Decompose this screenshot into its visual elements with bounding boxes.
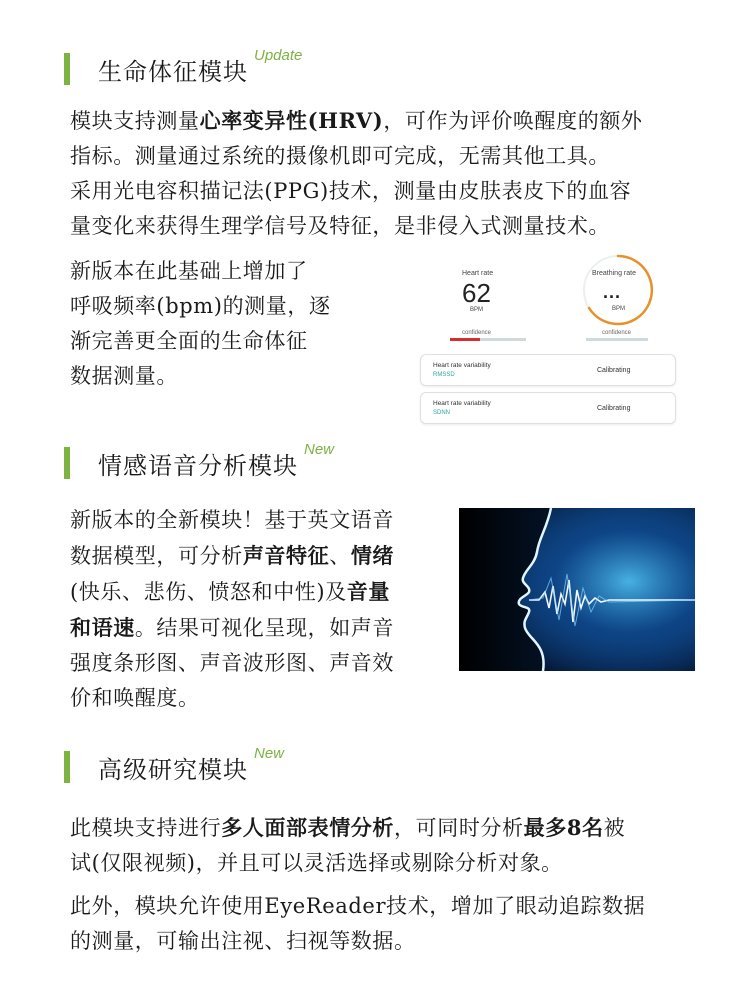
breathing-rate-value: ... bbox=[603, 282, 622, 302]
breathing-rate-unit: BPM bbox=[612, 306, 626, 312]
breathing-rate-label: Breathing rate bbox=[592, 270, 636, 277]
card-title: Heart rate variability bbox=[433, 362, 491, 369]
breathing-confidence-label: confidence bbox=[602, 330, 632, 336]
advanced-research-paragraph-2: 此外，模块允许使用EyeReader技术，增加了眼动追踪数据 的测量，可输出注视、扫视等数据。 bbox=[70, 894, 646, 953]
heart-rate-unit: BPM bbox=[470, 307, 484, 313]
card-metric: SDNN bbox=[433, 410, 451, 416]
breathing-confidence-bar bbox=[586, 338, 648, 341]
vitals-widget-screenshot bbox=[418, 248, 680, 430]
advanced-research-paragraph-1: 此模块支持进行多人面部表情分析，可同时分析最多8名被 试(仅限视频)，并且可以灵活选择或剔除分析对象。 bbox=[70, 815, 626, 875]
section-accent-bar bbox=[64, 447, 70, 479]
heart-rate-label: Heart rate bbox=[462, 270, 494, 277]
section-title: 情感语音分析模块 bbox=[98, 451, 298, 480]
card-status: Calibrating bbox=[597, 367, 631, 374]
section-vital-signs-header bbox=[64, 46, 303, 86]
section-title: 生命体征模块 bbox=[98, 57, 248, 86]
section-tag: New bbox=[304, 440, 335, 458]
section-advanced-research-header bbox=[64, 744, 285, 784]
card-metric: RMSSD bbox=[433, 372, 455, 378]
section-tag: New bbox=[254, 744, 285, 762]
heart-confidence-label: confidence bbox=[462, 330, 492, 336]
voice-analysis-paragraph: 新版本的全新模块！基于英文语音 数据模型，可分析声音特征、情绪 (快乐、悲伤、愤怒和中性)及音量 和语速。结果可视化呈现，如声音 强度条形图、声音波形图、声音效 价和唤醒度。 bbox=[70, 508, 395, 710]
heart-confidence-bar-fill bbox=[450, 338, 480, 341]
heart-rate-value: 62 bbox=[462, 278, 491, 308]
voice-waveform-image bbox=[459, 508, 695, 671]
voice-waveform-silhouette-illustration bbox=[459, 508, 695, 671]
section-tag: Update bbox=[254, 46, 303, 64]
card-status: Calibrating bbox=[597, 405, 631, 412]
card-title: Heart rate variability bbox=[433, 400, 491, 407]
vital-signs-intro-paragraph: 模块支持测量心率变异性(HRV)，可作为评价唤醒度的额外 指标。测量通过系统的摄像机即可完成，无需其他工具。 采用光电容积描记法(PPG)技术，测量由皮肤表皮下的血容 量变化来获得生理学信号及特征，是非侵入式测量技术。 bbox=[70, 108, 643, 238]
vital-signs-update-paragraph: 新版本在此基础上增加了 呼吸频率(bpm)的测量，逐 渐完善更全面的生命体征 数据测量。 bbox=[70, 259, 331, 388]
section-accent-bar bbox=[64, 751, 70, 783]
hrv-sdnn-card bbox=[420, 392, 676, 424]
section-title: 高级研究模块 bbox=[98, 755, 248, 784]
heart-confidence-bar bbox=[450, 338, 526, 341]
section-voice-analysis-header bbox=[64, 440, 335, 480]
hrv-rmssd-card bbox=[420, 354, 676, 386]
section-accent-bar bbox=[64, 53, 70, 85]
